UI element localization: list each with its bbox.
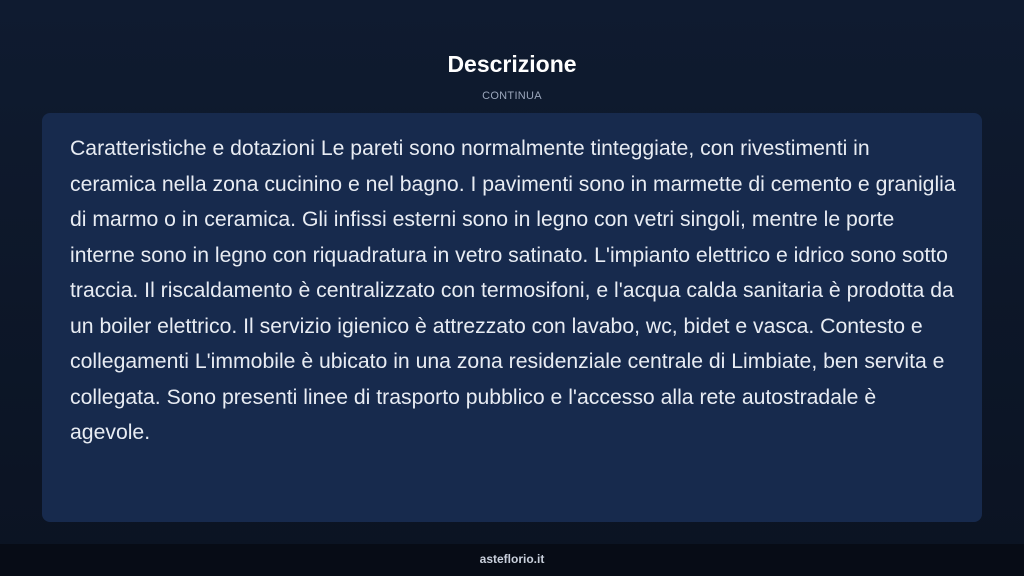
- description-text: Caratteristiche e dotazioni Le pareti sono normalmente tinteggiate, con rivestimenti in ceramica nella zona cucinino e nel bagno. I pavimenti sono in marmette di cemento e graniglia di marmo o in ceramica. Gli infissi esterni sono in legno con vetri singoli, mentre le porte interne sono in legno con riquadratura in vetro satinato. L'impianto elettrico e idrico sono sotto traccia. Il riscaldamento è centralizzato con termosifoni, e l'acqua calda sanitaria è prodotta da un boiler elettrico. Il servizio igienico è attrezzato con lavabo, wc, bidet e vasca. Contesto e collegamenti L'immobile è ubicato in una zona residenziale centrale di Limbiate, ben servita e collegata. Sono presenti linee di trasporto pubblico e l'accesso alla rete autostradale è agevole.: [70, 137, 956, 444]
- footer-site-name: asteflorio.it: [479, 552, 545, 566]
- footer-bar: [0, 544, 1024, 576]
- description-card: [42, 113, 982, 522]
- page-title: Descrizione: [447, 51, 577, 77]
- continue-link[interactable]: CONTINUA: [482, 90, 542, 102]
